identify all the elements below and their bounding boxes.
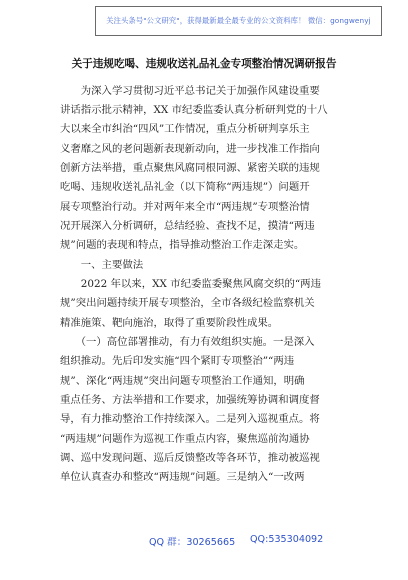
body-line: 调、巡中发现问题、巡后反馈整改等各环节，推动被巡视	[60, 452, 320, 464]
body-line: 况开展深入分析调研，总结经验、查找不足，摸清“两违	[60, 220, 315, 232]
body-line: 为深入学习贯彻习近平总书记关于加强作风建设重要	[60, 85, 320, 97]
body-line: 组织推动。先后印发实施“四个紧盯专项整治”“两违	[60, 355, 295, 367]
body-line: 讲话指示批示精神，XX 市纪委监委认真分析研判党的十八	[60, 104, 328, 116]
body-line: 精准施策、靶向施治，取得了重要阶段性成果。	[60, 317, 279, 329]
promo-banner-text: 关注头条号"公文研究"，获得最新最全最专业的公文资料库！ 微信：gongwenyj	[106, 16, 371, 25]
body-line: 导，有力推动整治工作持续深入。二是列入巡视重点。将	[60, 413, 320, 425]
promo-banner	[95, 6, 382, 36]
body-line: 吃喝、违规收送礼品礼金（以下简称“两违规”）问题开	[60, 181, 310, 193]
body-line: “两违规”问题作为巡视工作重点内容，聚焦巡前沟通协	[60, 433, 310, 445]
body-line: 创新方法举措，重点聚焦风腐同根同源、紧密关联的违规	[60, 162, 320, 174]
body-line: 2022 年以来，XX 市纪委监委聚焦风腐交织的“两违	[60, 278, 321, 290]
body-line: 大以来全市纠治“四风”工作情况，重点分析研判享乐主	[60, 123, 310, 135]
body-line: 单位认真查办和整改“两违规”问题。三是纳入“一改两	[60, 471, 305, 483]
section-heading: 一、主要做法	[60, 259, 144, 271]
document-title: 关于违规吃喝、违规收送礼品礼金专项整治情况调研报告	[71, 58, 337, 70]
body-line: （一）高位部署推动，有力有效组织实施。一是深入	[60, 336, 315, 348]
body-line: 展专项整治行动。并对两年来全市“两违规”专项整治情	[60, 201, 310, 213]
qq-group-number: QQ 群：30265665	[149, 537, 236, 548]
body-line: 规”问题的表现和特点，指导推动整治工作走深走实。	[60, 239, 305, 251]
contact-footer	[0, 534, 408, 550]
body-line: 重点任务、方法举措和工作要求，加强统筹协调和调度督	[60, 394, 320, 406]
body-line: 规”突出问题持续开展专项整治，全市各级纪检监察机关	[60, 297, 315, 309]
body-line: 规”、深化“两违规”突出问题专项整治工作通知，明确	[60, 375, 305, 387]
body-line: 义奢靡之风的老问题新表现新动向，进一步找准工作指向	[60, 143, 320, 155]
qq-contact-number: QQ:535304092	[250, 534, 324, 545]
